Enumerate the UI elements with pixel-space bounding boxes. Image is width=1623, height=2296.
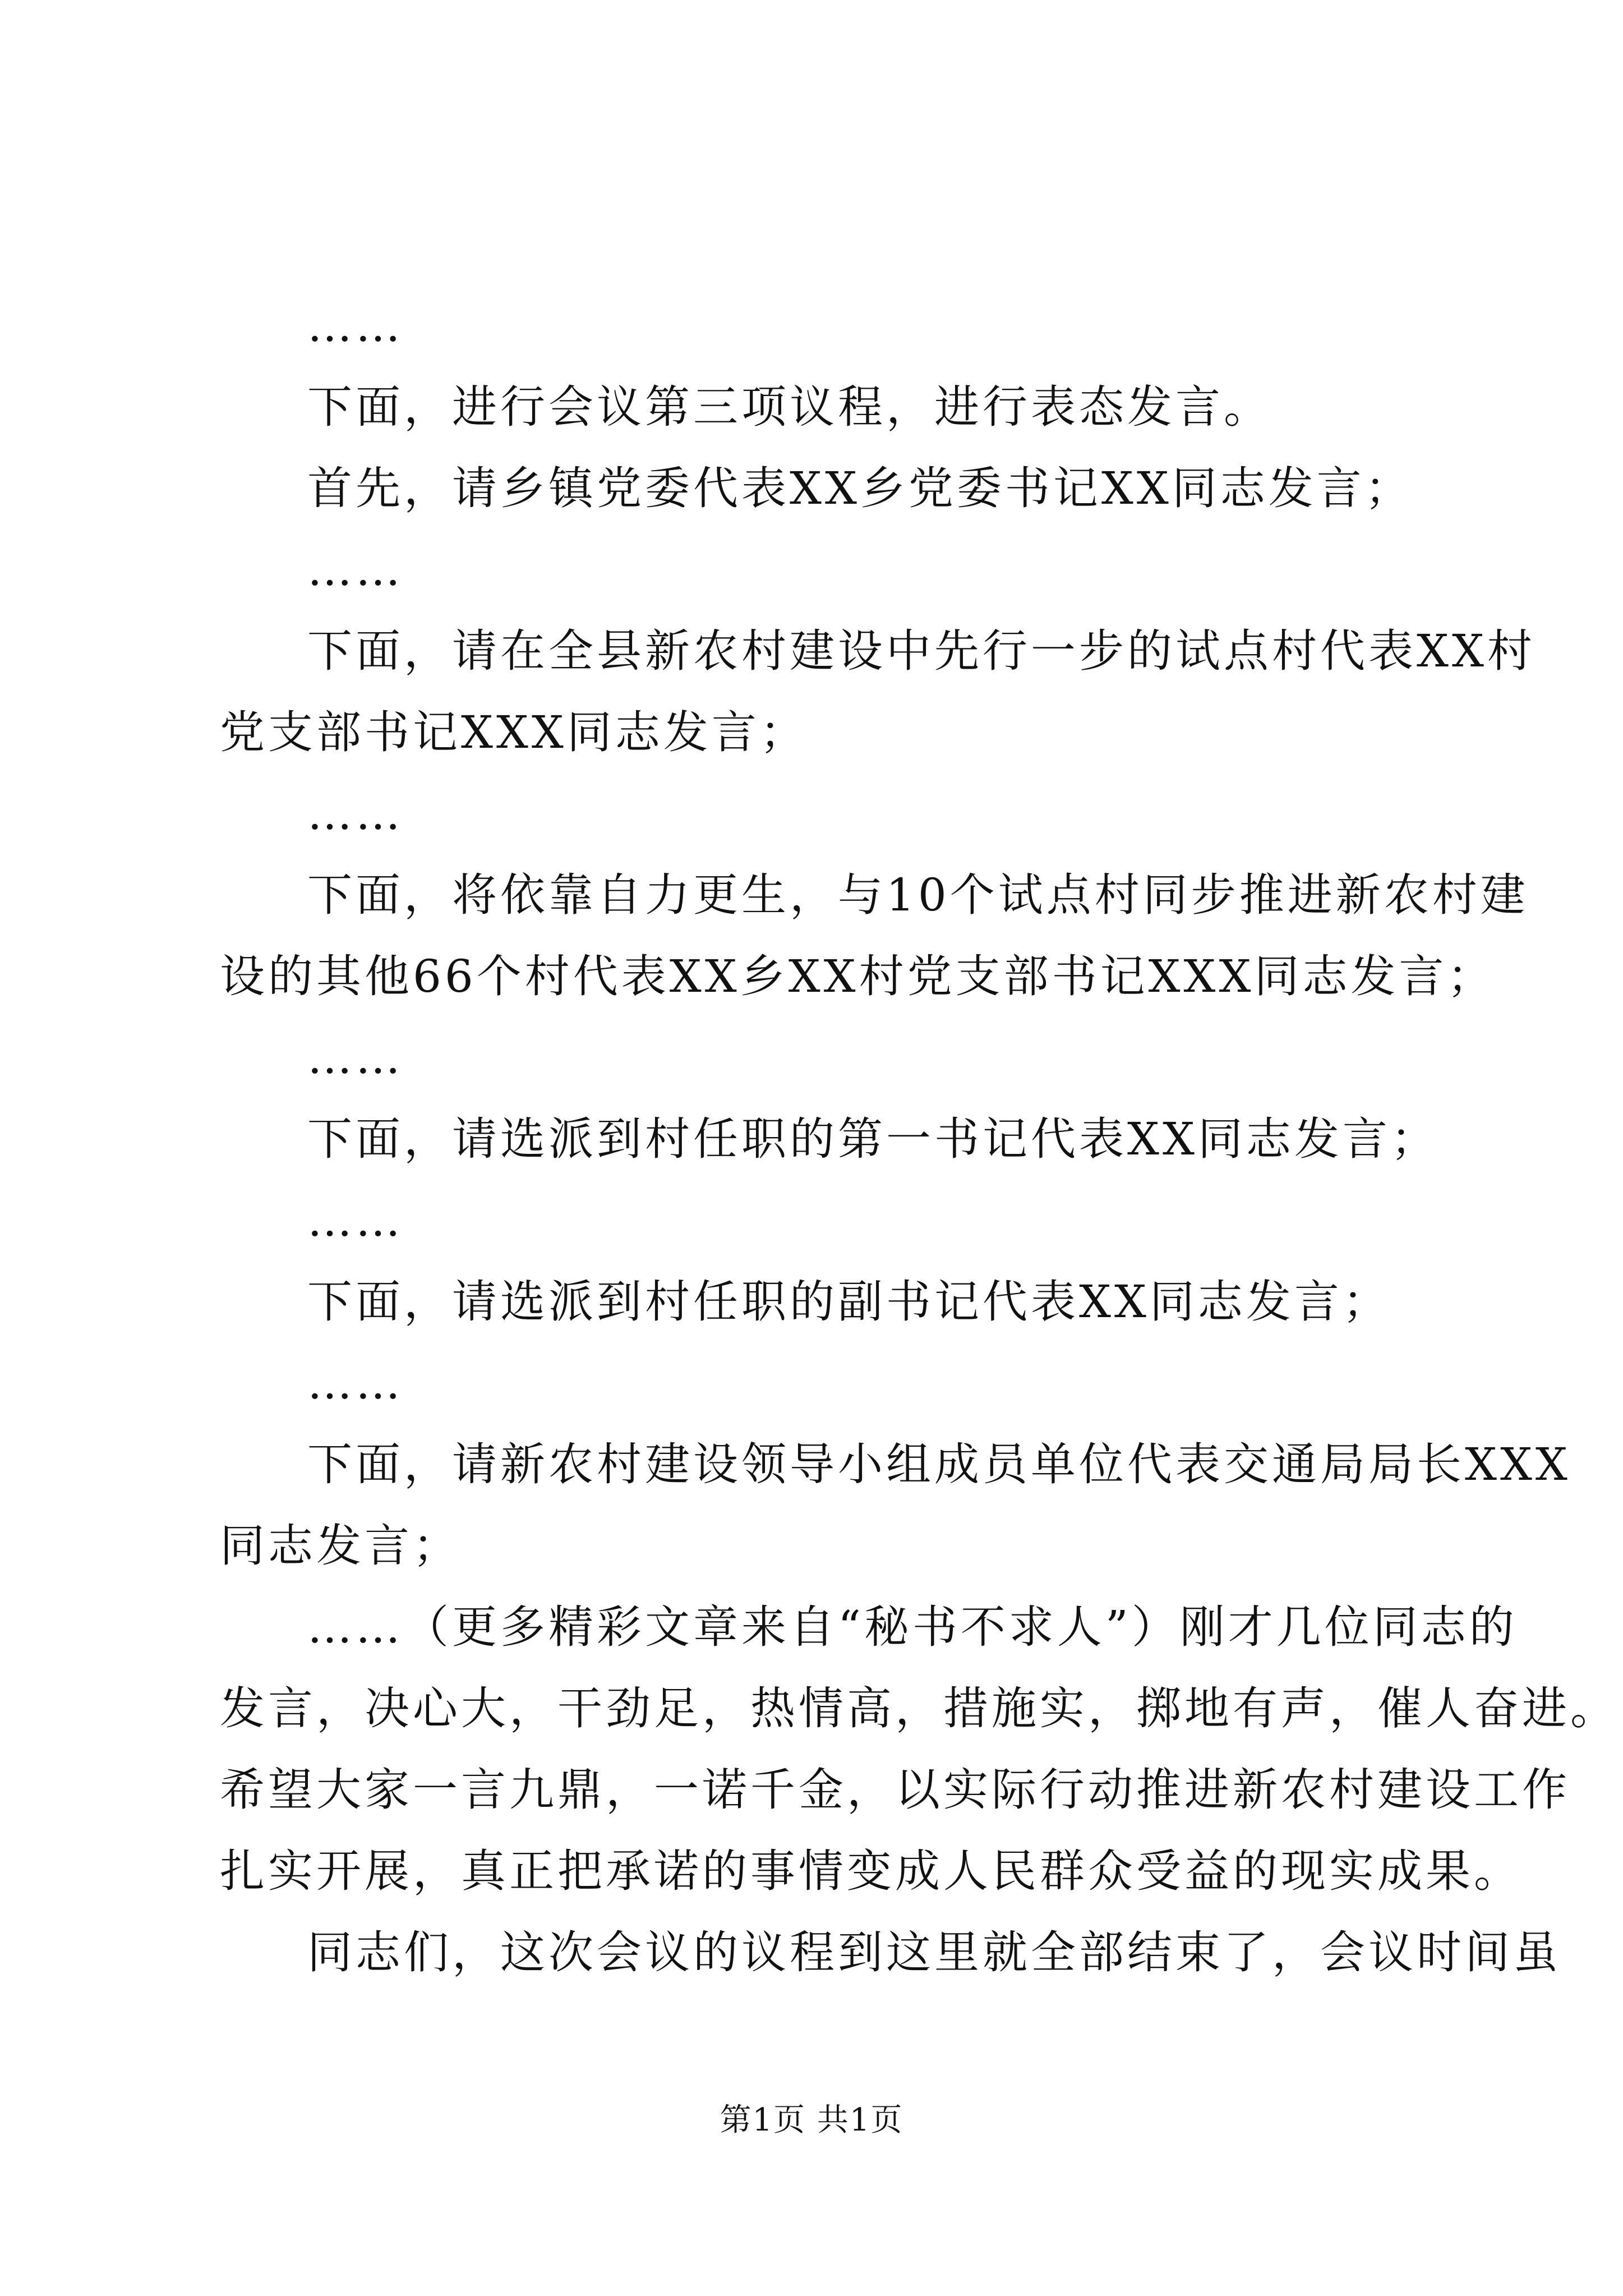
paragraph-line: 发言，决心大，干劲足，热情高，措施实，掷地有声，催人奋进。 bbox=[220, 1682, 1619, 1734]
paragraph-line: 下面，请选派到村任职的第一书记代表XX同志发言； bbox=[307, 1113, 1439, 1165]
paragraph-line: 希望大家一言九鼎，一诺千金，以实际行动推进新农村建设工作 bbox=[220, 1764, 1570, 1816]
ellipsis-line: …… bbox=[307, 544, 404, 596]
paragraph-line: 同志发言； bbox=[220, 1520, 461, 1572]
paragraph-line: 下面，进行会议第三项议程，进行表态发言。 bbox=[307, 381, 1272, 433]
ellipsis-line: …… bbox=[307, 1032, 404, 1084]
ellipsis-line: …… bbox=[307, 788, 404, 840]
ellipsis-line: …… bbox=[307, 300, 404, 352]
paragraph-line: 党支部书记XXX同志发言； bbox=[220, 706, 808, 758]
page-footer bbox=[0, 2098, 1623, 2143]
document-body bbox=[220, 285, 1619, 1993]
ellipsis-line: …… bbox=[307, 1357, 404, 1409]
paragraph-line: 下面，请选派到村任职的副书记代表XX同志发言； bbox=[307, 1276, 1391, 1328]
paragraph-line: ……（更多精彩文章来自“秘书不求人”）刚才几位同志的 bbox=[307, 1601, 1518, 1653]
paragraph-line: 下面，将依靠自力更生，与10个试点村同步推进新农村建 bbox=[307, 869, 1529, 921]
paragraph-line: 首先，请乡镇党委代表XX乡党委书记XX同志发言； bbox=[307, 462, 1413, 514]
paragraph-line: 同志们，这次会议的议程到这里就全部结束了，会议时间虽 bbox=[307, 1926, 1561, 1978]
ellipsis-line: …… bbox=[307, 1194, 404, 1246]
paragraph-line: 下面，请新农村建设领导小组成员单位代表交通局局长XXX bbox=[307, 1438, 1571, 1490]
paragraph-line: 设的其他66个村代表XX乡XX村党支部书记XXX同志发言； bbox=[220, 950, 1496, 1002]
paragraph-line: 扎实开展，真正把承诺的事情变成人民群众受益的现实成果。 bbox=[220, 1845, 1522, 1897]
page-number-label: 第1页 共1页 bbox=[720, 2102, 903, 2138]
paragraph-line: 下面，请在全县新农村建设中先行一步的试点村代表XX村 bbox=[307, 625, 1536, 677]
